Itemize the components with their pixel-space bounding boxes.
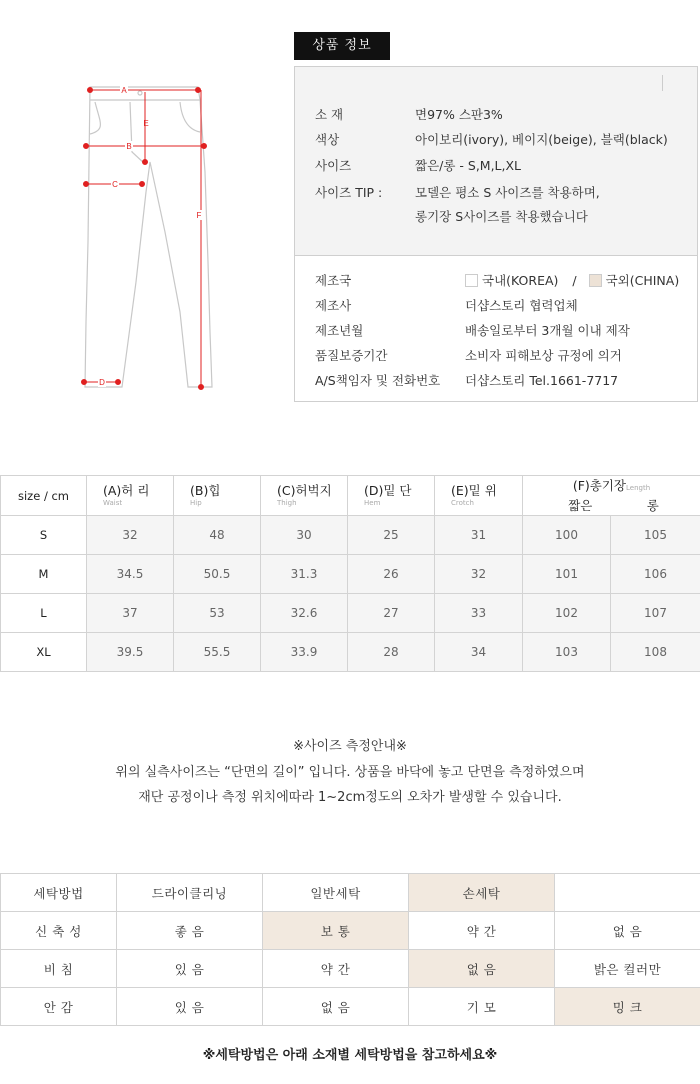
origin-options	[465, 271, 679, 289]
size-cell: XL	[1, 633, 87, 672]
table-cell: 세탁방법	[1, 874, 117, 912]
table-row	[1, 874, 700, 912]
warranty-label: 품질보증기간	[315, 348, 388, 363]
header-waist	[87, 476, 174, 516]
table-cell: 있 음	[117, 988, 263, 1026]
table-cell-selected: 밍 크	[555, 988, 700, 1026]
header-hip-label: (B)힙	[190, 482, 221, 498]
header-hip-en: Hip	[190, 498, 202, 507]
header-hem	[348, 476, 435, 516]
date-label: 제조년월	[315, 323, 364, 338]
table-cell: 106	[611, 555, 700, 594]
table-cell: 밝은 컬러만	[555, 950, 700, 988]
size-cell: L	[1, 594, 87, 633]
care-table	[0, 873, 700, 1026]
as-value: 더샵스토리 Tel.1661-7717	[465, 373, 619, 388]
header-thigh-en: Thigh	[277, 498, 297, 507]
header-thigh-label: (C)허벅지	[277, 482, 332, 498]
table-cell: 100	[523, 516, 611, 555]
header-thigh	[261, 476, 348, 516]
table-cell: 105	[611, 516, 700, 555]
table-cell: 50.5	[174, 555, 261, 594]
table-cell: 108	[611, 633, 700, 672]
table-cell: 34	[435, 633, 523, 672]
header-length-en: Length	[626, 484, 651, 492]
date-value: 배송일로부터 3개월 이내 제작	[465, 323, 630, 338]
size-cell: S	[1, 516, 87, 555]
origin-separator: /	[572, 273, 577, 288]
table-cell-selected: 없 음	[409, 950, 555, 988]
label-c: C	[112, 180, 118, 189]
origin-label: 제조국	[315, 273, 352, 288]
label-e: E	[143, 119, 149, 128]
table-row	[1, 516, 700, 555]
table-cell-selected: 보 통	[263, 912, 409, 950]
color-value: 아이보리(ivory), 베이지(beige), 블랙(black)	[415, 132, 668, 147]
warranty-value: 소비자 피해보상 규정에 의거	[465, 348, 622, 363]
table-cell: 33.9	[261, 633, 348, 672]
table-row	[1, 594, 700, 633]
table-cell: 102	[523, 594, 611, 633]
table-cell: 55.5	[174, 633, 261, 672]
divider	[295, 255, 697, 256]
size-tip-label: 사이즈 TIP :	[315, 185, 383, 200]
table-row	[1, 633, 700, 672]
table-cell: 일반세탁	[263, 874, 409, 912]
product-spec-panel	[295, 67, 697, 255]
size-guide-title: ※사이즈 측정안내※	[293, 739, 407, 754]
size-tip-line1: 모델은 평소 S 사이즈를 착용하며,	[415, 185, 600, 200]
as-label: A/S책임자 및 전화번호	[315, 373, 441, 388]
product-info-tag: 상품 정보	[294, 32, 390, 60]
header-length	[523, 476, 700, 516]
material-value: 면97% 스판3%	[415, 107, 503, 122]
size-label: 사이즈	[315, 158, 352, 173]
table-cell: 비 침	[1, 950, 117, 988]
table-cell: 26	[348, 555, 435, 594]
header-hip	[174, 476, 261, 516]
header-waist-en: Waist	[103, 498, 123, 507]
label-f: F	[196, 211, 202, 220]
label-b: B	[126, 142, 132, 151]
table-cell: 기 모	[409, 988, 555, 1026]
table-cell: 28	[348, 633, 435, 672]
header-hem-label: (D)밑 단	[364, 482, 412, 498]
table-cell: 53	[174, 594, 261, 633]
header-crotch-label: (E)밑 위	[451, 482, 497, 498]
table-cell: 없 음	[555, 912, 700, 950]
material-label: 소 재	[315, 107, 344, 122]
table-cell: 39.5	[87, 633, 174, 672]
origin-china-checkbox	[589, 274, 602, 287]
color-label: 색상	[315, 132, 340, 147]
table-cell: 33	[435, 594, 523, 633]
table-cell: 약 간	[263, 950, 409, 988]
table-cell: 30	[261, 516, 348, 555]
origin-korea-checkbox	[465, 274, 478, 287]
table-cell: 27	[348, 594, 435, 633]
size-cell: M	[1, 555, 87, 594]
table-row	[1, 988, 700, 1026]
header-hem-en: Hem	[364, 498, 381, 507]
table-cell: 안 감	[1, 988, 117, 1026]
size-tip-line2: 롱기장 S사이즈를 착용했습니다	[415, 209, 588, 224]
table-cell	[555, 874, 700, 912]
size-corner-cell: size / cm	[1, 476, 87, 516]
label-a: A	[121, 86, 127, 95]
table-cell: 있 음	[117, 950, 263, 988]
header-crotch-en: Crotch	[451, 498, 474, 507]
size-table	[0, 475, 700, 672]
label-d: D	[99, 378, 105, 387]
header-waist-label: (A)허 리	[103, 482, 150, 498]
table-cell: 약 간	[409, 912, 555, 950]
maker-label: 제조사	[315, 298, 352, 313]
origin-korea-label: 국내(KOREA)	[482, 273, 559, 288]
table-cell: 37	[87, 594, 174, 633]
table-cell: 32.6	[261, 594, 348, 633]
header-length-short: 짧은	[568, 498, 593, 513]
table-cell: 없 음	[263, 988, 409, 1026]
size-guide-line2: 재단 공정이나 측정 위치에따라 1~2cm정도의 오차가 발생할 수 있습니다.	[138, 790, 562, 805]
maker-value: 더샵스토리 협력업체	[465, 298, 578, 313]
table-cell: 25	[348, 516, 435, 555]
table-cell: 31.3	[261, 555, 348, 594]
size-table-header	[1, 476, 700, 516]
table-cell: 107	[611, 594, 700, 633]
table-cell: 좋 음	[117, 912, 263, 950]
table-row	[1, 912, 700, 950]
table-cell: 48	[174, 516, 261, 555]
divider	[662, 75, 663, 91]
size-value: 짧은/롱 - S,M,L,XL	[415, 158, 522, 173]
table-cell: 101	[523, 555, 611, 594]
table-cell: 31	[435, 516, 523, 555]
size-guide-line1: 위의 실측사이즈는 “단면의 길이” 입니다. 상품을 바닥에 놓고 단면을 측정하였으며	[115, 765, 585, 780]
header-length-long: 롱	[646, 498, 659, 513]
table-row	[1, 555, 700, 594]
table-cell: 32	[87, 516, 174, 555]
care-note: ※세탁방법은 아래 소재별 세탁방법을 참고하세요※	[202, 1048, 498, 1063]
table-cell: 드라이클리닝	[117, 874, 263, 912]
origin-china-label: 국외(CHINA)	[605, 273, 680, 288]
table-cell: 34.5	[87, 555, 174, 594]
table-row	[1, 950, 700, 988]
product-info-box	[294, 66, 698, 402]
table-cell-selected: 손세탁	[409, 874, 555, 912]
table-cell: 신 축 성	[1, 912, 117, 950]
header-crotch	[435, 476, 523, 516]
pants-measurement-diagram	[70, 82, 220, 392]
header-length-label: (F)총기장	[572, 478, 627, 493]
table-cell: 32	[435, 555, 523, 594]
table-cell: 103	[523, 633, 611, 672]
